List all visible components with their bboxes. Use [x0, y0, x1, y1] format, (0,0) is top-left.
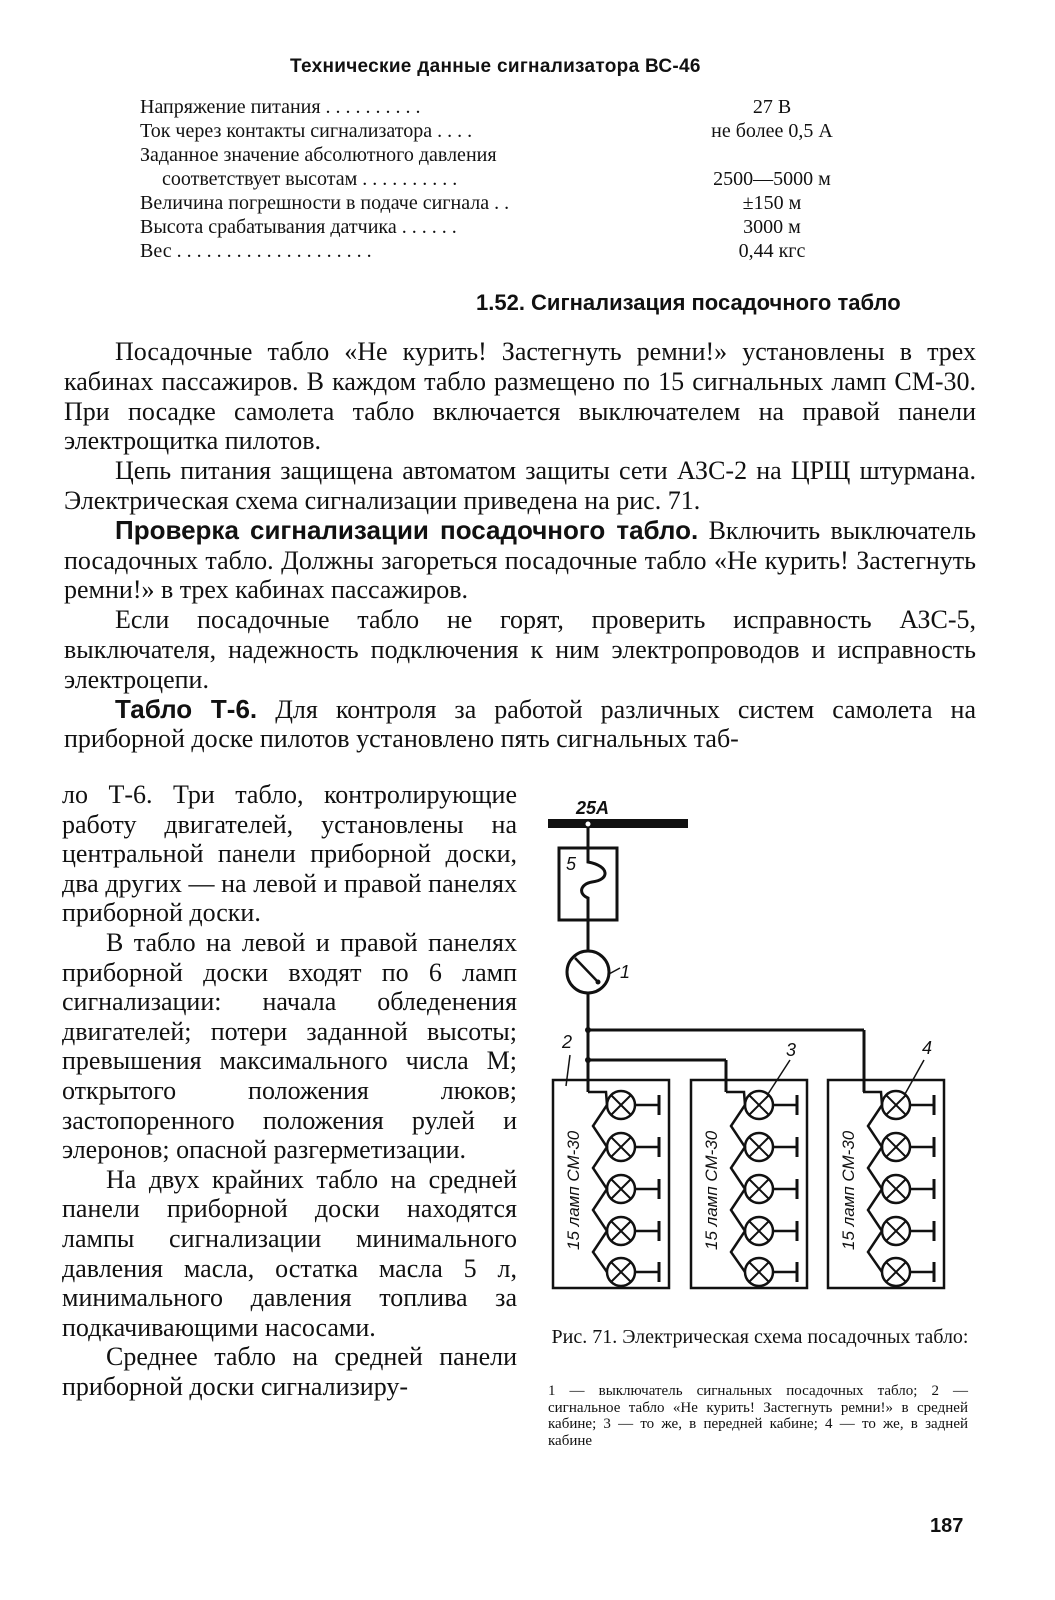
callout-3: 3 — [786, 1040, 797, 1060]
figure-caption-body: 1 — выключатель сигнальных посадочных табло; 2 — сигнальное табло «Не курить! Застегнуть ремни!» в средней кабине; 3 — то же, в передней кабине; 4 — то же, в задней кабине — [548, 1383, 968, 1449]
body-text-column — [62, 780, 517, 1401]
spec-value: 0,44 кгс — [738, 240, 806, 262]
paragraph: Цепь питания защищена автоматом защиты сети АЗС-2 на ЦРЩ штурмана. Электрическая схема сигнализации приведена на рис. 71. — [64, 456, 976, 515]
callout-4: 4 — [922, 1038, 933, 1058]
callout-leader — [905, 1060, 924, 1094]
callout-2: 2 — [562, 1032, 573, 1052]
power-bus — [548, 819, 688, 828]
bus-label: 25А — [576, 800, 610, 818]
spec-value: 2500—5000 м — [713, 168, 831, 190]
paragraph-text: Для контроля за работой различных систем самолета на приборной доске пилотов установлено пять сигнальных таб- — [64, 694, 977, 754]
paragraph — [64, 695, 976, 755]
paragraph: В табло на левой и правой панелях приборной доски входят по 6 ламп сигнализации: начала обледенения двигателей; потери заданной высоты; превышения максимального числа М; открытого положения люков; застопоренного положения рулей и элеронов; опасной разгерметизации. — [62, 927, 517, 1165]
switch-lever — [575, 958, 598, 982]
spec-value: не более 0,5 А — [711, 120, 833, 142]
spec-value: ±150 м — [742, 192, 802, 214]
page-number: 187 — [930, 1515, 964, 1537]
spec-row — [140, 119, 880, 143]
spec-value: 3000 м — [743, 216, 801, 238]
figure-caption-title: Рис. 71. Электрическая схема посадочных табло: — [551, 1326, 969, 1348]
lamp-feed-wire — [588, 1092, 607, 1272]
wire-junction — [585, 1057, 591, 1063]
bus-tap-node — [585, 821, 592, 828]
spec-row — [140, 143, 880, 167]
spec-title: Технические данные сигнализатора ВС-46 — [290, 56, 701, 77]
body-text-full-width — [64, 337, 976, 754]
breaker-label: 5 — [566, 854, 577, 874]
callout-leader — [609, 968, 620, 974]
lamp-feed-wire — [726, 1092, 745, 1272]
lamp-feed-wire — [863, 1092, 882, 1272]
run-in-heading: Проверка сигнализации посадочного табло. — [115, 514, 699, 545]
wire-junction — [585, 1027, 591, 1033]
spec-value: 27 В — [752, 96, 792, 118]
spec-row — [140, 239, 880, 263]
wiring-diagram — [540, 800, 960, 1300]
spec-row — [140, 95, 880, 119]
spec-row — [140, 191, 880, 215]
spec-row — [140, 215, 880, 239]
paragraph-text: Включить выключатель посадочных табло. Должны загореться посадочные табло «Не курить! Застегнуть ремни!» в трех кабинах пассажиров. — [64, 515, 976, 605]
run-in-heading: Табло Т-6. — [115, 693, 258, 724]
spec-table — [140, 95, 880, 263]
paragraph — [64, 516, 976, 605]
spec-label: Вес . . . . . . . . . . . . . . . . . . . . — [140, 240, 372, 262]
switch-contact — [596, 980, 601, 985]
callout-leader — [768, 1060, 790, 1094]
fuse-element — [582, 848, 605, 920]
paragraph: ло Т-6. Три табло, контролирующие работу двигателей, установлены на центральной панели приборной доски, два других — на левой и правой панелях приборной доски. — [62, 780, 517, 928]
spec-label: Высота срабатывания датчика . . . . . . — [140, 216, 457, 238]
spec-row — [140, 167, 880, 191]
panel-label: 15 ламп СМ-30 — [839, 1130, 858, 1250]
panel-label: 15 ламп СМ-30 — [702, 1130, 721, 1250]
spec-label: Заданное значение абсолютного давления — [140, 144, 497, 166]
panel-label: 15 ламп СМ-30 — [564, 1130, 583, 1250]
paragraph: Если посадочные табло не горят, проверить исправность АЗС-5, выключателя, надежность подключения к ним электропроводов и исправность электроцепи. — [64, 605, 976, 694]
spec-label: Величина погрешности в подаче сигнала . . — [140, 192, 510, 214]
callout-1: 1 — [620, 962, 631, 982]
spec-label: Ток через контакты сигнализатора . . . . — [140, 120, 473, 142]
paragraph: Посадочные табло «Не курить! Застегнуть ремни!» установлены в трех кабинах пассажиров. В каждом табло размещено по 15 сигнальных ламп СМ-30. При посадке самолета табло включается выключателем на правой панели электрощитка пилотов. — [64, 337, 976, 456]
callout-leader — [566, 1055, 570, 1086]
paragraph: На двух крайних табло на средней панели приборной доски находятся лампы сигнализации минимального давления масла, остатка масла 5 л, минимального давления топлива за подкачивающими насосами. — [62, 1164, 517, 1342]
spec-label: соответствует высотам . . . . . . . . . . — [162, 168, 458, 190]
section-heading: 1.52. Сигнализация посадочного табло — [476, 290, 901, 315]
paragraph: Среднее табло на средней панели приборной доски сигнализиру- — [62, 1342, 517, 1401]
spec-label: Напряжение питания . . . . . . . . . . — [140, 96, 421, 118]
